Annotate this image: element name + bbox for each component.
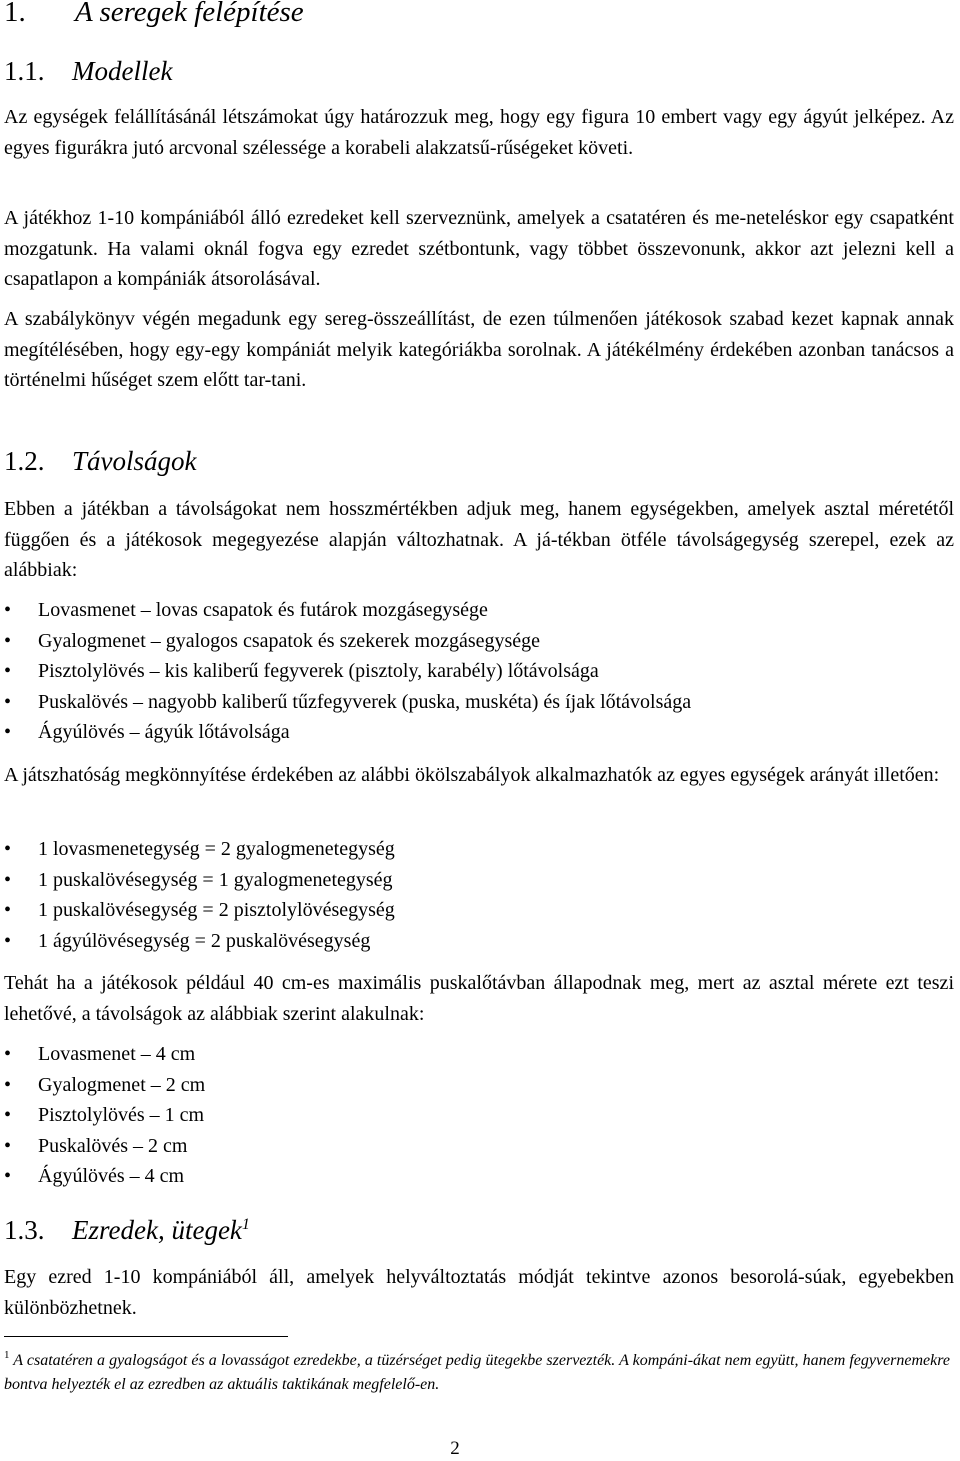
bullet-icon: • bbox=[4, 929, 12, 952]
bullet-icon: • bbox=[4, 838, 12, 860]
chapter-title: A seregek felépítése bbox=[75, 0, 304, 28]
list-item: • Gyalogmenet – 2 cm bbox=[0, 1070, 205, 1101]
list-item: • 1 ágyúlövésegység = 2 puskalövésegység bbox=[0, 926, 395, 957]
bullet-icon: • bbox=[4, 1165, 12, 1187]
footnote-separator bbox=[4, 1336, 288, 1337]
bullet-icon: • bbox=[4, 868, 12, 891]
paragraph: Az egységek felállításánál létszámokat úgy határozzuk meg, hogy egy figura 10 embert vagy egy ágyút jelképez. Az egyes figurákra jutó arcvonal szélessége a korabeli alakzatsű-rűségeket követi. bbox=[4, 106, 954, 159]
section-title: Távolságok bbox=[72, 446, 197, 476]
paragraph: A szabálykönyv végén megadunk egy sereg-összeállítást, de ezen túlmenően játékosok szabad kezet kapnak annak megítélésében, hogy egy-egy kompániát melyik kategóriákba sorolnak. A játékélmény érdekében azonban tanácsos a történelmi hűséget szem előtt tar-tani. bbox=[4, 308, 954, 391]
section-heading-modellek bbox=[4, 56, 172, 87]
example-distances-list bbox=[0, 1039, 205, 1192]
rules-of-thumb-list bbox=[0, 834, 395, 956]
list-item: • 1 puskalövésegység = 1 gyalogmenetegység bbox=[0, 865, 395, 896]
bullet-icon: • bbox=[4, 721, 12, 743]
bullet-icon: • bbox=[4, 629, 12, 652]
section-title: Modellek bbox=[72, 56, 173, 86]
footnote-reference[interactable]: 1 bbox=[241, 1216, 250, 1233]
footnote-marker: 1 bbox=[4, 1349, 10, 1361]
footnote bbox=[4, 1349, 950, 1397]
paragraph: A játékhoz 1-10 kompániából álló ezredeket kell szerveznünk, amelyek a csatatéren és me-neteléskor egy csapatként mozgatunk. Ha valami oknál fogva egy ezredet szétbontunk, vagy többet összevonunk, akkor azt jelezni kell a csapatlapon a kompániák átsorolásával. bbox=[4, 207, 954, 290]
chapter-heading bbox=[4, 0, 304, 29]
list-item: • 1 lovasmenetegység = 2 gyalogmenetegység bbox=[0, 834, 395, 865]
list-item: • Ágyúlövés – ágyúk lőtávolsága bbox=[0, 717, 691, 748]
list-item: • Puskalövés – nagyobb kaliberű tűzfegyverek (puska, muskéta) és íjak lőtávolsága bbox=[0, 687, 691, 718]
bullet-icon: • bbox=[4, 1134, 12, 1157]
list-item: • Lovasmenet – lovas csapatok és futárok mozgásegysége bbox=[0, 595, 691, 626]
page-number: 2 bbox=[450, 1438, 460, 1459]
bullet-icon: • bbox=[4, 690, 12, 713]
bullet-icon: • bbox=[4, 1043, 12, 1065]
paragraph: Egy ezred 1-10 kompániából áll, amelyek helyváltoztatás módját tekintve azonos besorolá-súak, egyebekben különbözhetnek. bbox=[4, 1266, 954, 1319]
paragraph: Ebben a játékban a távolságokat nem hosszmértékben adjuk meg, hanem egységekben, amelyek asztal méretétől függően és a játékosok megegyezése alapján változhatnak. A já-tékban ötféle távolságegység szerepel, ezek az alábbiak: bbox=[4, 498, 954, 581]
bullet-icon: • bbox=[4, 1104, 12, 1126]
list-item: • Ágyúlövés – 4 cm bbox=[0, 1161, 205, 1192]
section-title: Ezredek, ütegek bbox=[72, 1215, 242, 1245]
list-item: • 1 puskalövésegység = 2 pisztolylövésegység bbox=[0, 895, 395, 926]
paragraph: A játszhatóság megkönnyítése érdekében az alábbi ökölszabályok alkalmazhatók az egyes egységek arányát illetően: bbox=[4, 764, 940, 786]
section-heading-tavolsagok bbox=[4, 446, 197, 477]
paragraph: Tehát ha a játékosok például 40 cm-es maximális puskalőtávban állapodnak meg, mert az asztal mérete ezt teszi lehetővé, a távolságok az alábbiak szerint alakulnak: bbox=[4, 972, 954, 1025]
section-number: 1.1. bbox=[4, 56, 45, 86]
list-item: • Lovasmenet – 4 cm bbox=[0, 1039, 205, 1070]
section-heading-ezredek bbox=[4, 1215, 250, 1246]
footnote-text: A csatatéren a gyalogságot és a lovasságot ezredekbe, a tüzérséget pedig ütegekbe szervezték. A kompáni-ákat nem együtt, hanem fegyvernemekre bontva helyezték el az ezredben az aktuális taktikának megfelelő-en. bbox=[4, 1352, 950, 1393]
section-number: 1.3. bbox=[4, 1215, 45, 1245]
list-item: • Pisztolylövés – kis kaliberű fegyverek (pisztoly, karabély) lőtávolsága bbox=[0, 656, 691, 687]
bullet-icon: • bbox=[4, 599, 12, 621]
bullet-icon: • bbox=[4, 899, 12, 921]
list-item: • Gyalogmenet – gyalogos csapatok és szekerek mozgásegysége bbox=[0, 626, 691, 657]
distance-units-list bbox=[0, 595, 691, 748]
bullet-icon: • bbox=[4, 660, 12, 682]
list-item: • Puskalövés – 2 cm bbox=[0, 1131, 205, 1162]
chapter-number: 1. bbox=[4, 0, 26, 28]
list-item: • Pisztolylövés – 1 cm bbox=[0, 1100, 205, 1131]
section-number: 1.2. bbox=[4, 446, 45, 476]
bullet-icon: • bbox=[4, 1073, 12, 1096]
